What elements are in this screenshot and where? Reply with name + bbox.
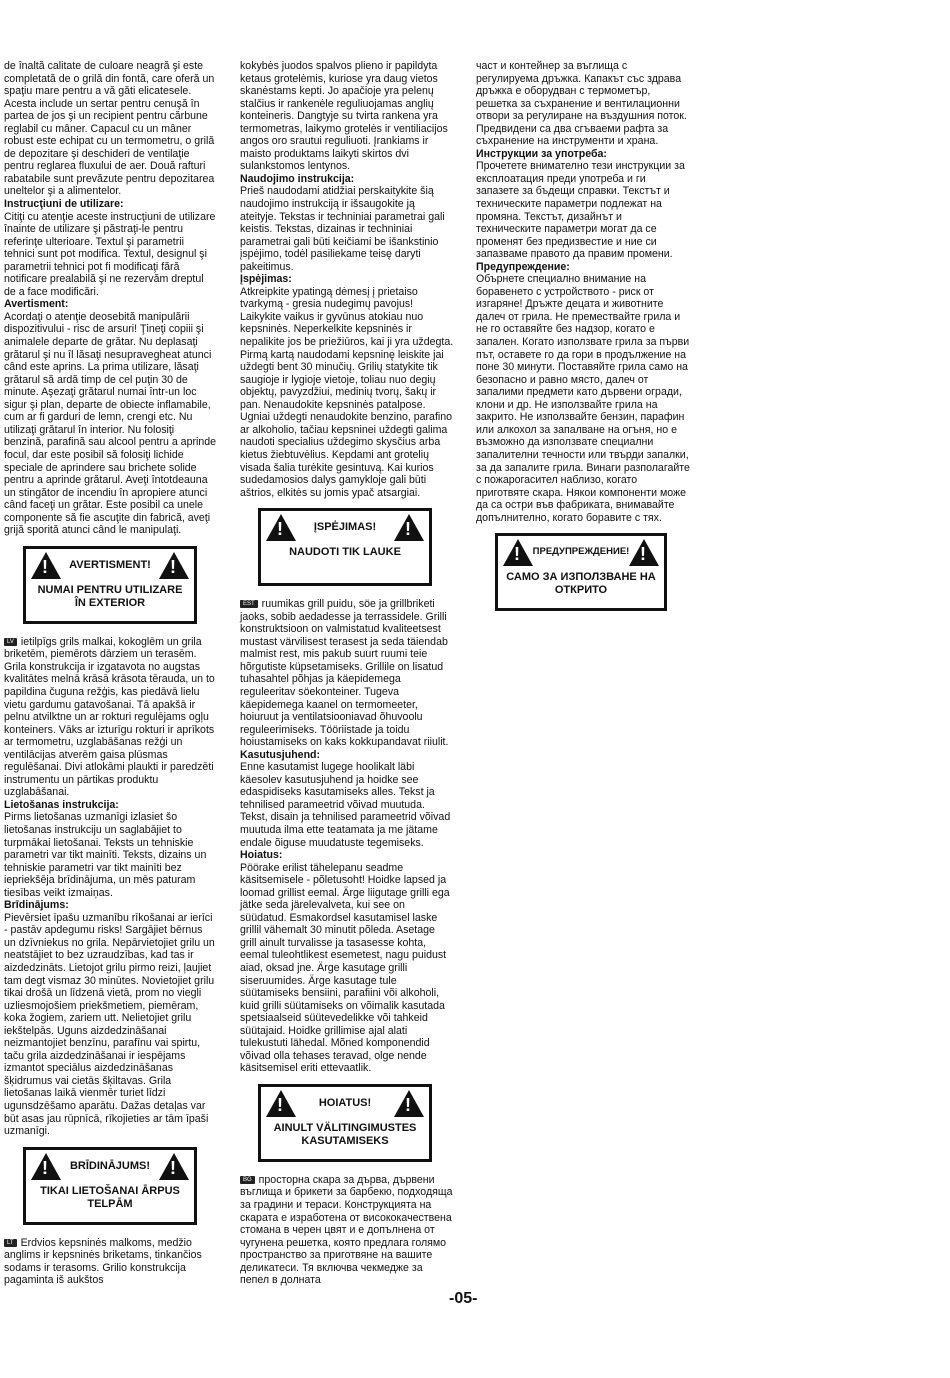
warning-triangle-icon <box>159 552 189 579</box>
ro-paragraph: de înaltă calitate de culoare neagră şi este completată de o grilă din fontă, care oferă un spaţiu mare pentru a vă găti elicatesele. Acesta include un sertar pentru cenuşă în partea de jos şi un recipient pentru cărbune reglabil cu mâner. Capacul cu un mâner robust este echipat cu un termometru, o grilă de depozitare şi deschideri de ventilaţie pentru reglarea fluxului de aer. Două rafturi rabatabile sunt prevăzute pentru depozitarea uneltelor şi a alimentelor. <box>4 60 215 198</box>
lt-text: Erdvios kepsninės malkoms, medžio anglims ir kepsninės briketams, tinkančios sodams ir terasoms. Grilio konstrukcija pagaminta iš aukštos <box>4 1236 202 1287</box>
lt-heading-instructions: Naudojimo instrukcija: <box>240 172 355 185</box>
warning-triangle-icon <box>31 552 61 579</box>
warning-title: BRĪDINĀJUMS! <box>69 1159 151 1172</box>
warning-title: AVERTISMENT! <box>69 558 151 571</box>
ro-paragraph: Citiţi cu atenţie aceste instrucţiuni de utilizare înainte de utilizare şi păstraţi-le pentru referinţe ulterioare. Textul şi parametrii tehnici sunt pot modifica. Textul, designul şi parametrii tehnici pot fi modificaţi fără notificare prealabilă şi ne rezervăm dreptul de a face modificări. <box>4 210 216 298</box>
bg-flag-icon: BG <box>240 1176 255 1184</box>
ro-paragraph: Acordaţi o atenţie deosebită manipulării dispozitivului - risc de arsuri! Ţineţi copiii şi animalele departe de grătar. Nu deplasaţi grătarul şi nu îl lăsaţi nesupravegheat atunci când este aprins. La prima utilizare, lăsaţi grătarul să ardă timp de cel puţin 30 de minute. Aşezaţi grătarul numai într-un loc sigur şi plan, departe de obiecte inflamabile, cum ar fi garduri de lemn, crengi etc. Nu utilizaţi grătarul în interior. Nu folosiţi benzină, parafină sau alcool pentru a aprinde focul, dar este posibil să folosiţi lichide speciale de aprindere sau brichete solide pentru a aprinde grătarul. Aveţi întotdeauna un stingător de incendiu în apropiere atunci când faceţi un grătar. Este posibil ca unele componente să fie ascuţite din fabrică, aveţi grijă sporită atunci când le manipulaţi. <box>4 310 217 537</box>
lv-flag-icon: LV <box>4 638 17 646</box>
warning-text: AINULT VÄLITINGIMUSTES KASUTAMISEKS <box>273 1121 417 1147</box>
warning-triangle-icon <box>629 539 659 566</box>
warning-triangle-icon <box>31 1153 61 1180</box>
warning-box-est <box>258 1084 432 1162</box>
lv-paragraph: Pievērsiet īpašu uzmanību rīkošanai ar ierīci - pastāv apdegumu risks! Sargājiet bērnus un dzīvniekus no grila. Nepārvietojiet grilu un neatstājiet to bez uzraudzības, kad tas ir aizdedzināts. Lietojot grilu pirmo reizi, ļaujiet tam degt vismaz 30 minūtes. Novietojiet grilu tikai drošā un līdzenā vietā, prom no viegli uzliesmojošiem priekšmetiem, piemēram, koka žogiem, zariem utt. Nelietojiet grilu iekštelpās. Uguns aizdedzināšanai neizmantojiet benzīnu, parafīnu vai spirtu, taču grila aizdedzināšanai ir iespējams izmantot speciālus aizdedzināšanas šķidrumus vai cietās šķiltavas. Grila lietošanas laikā vienmēr turiet līdzi ugunsdzēšamo aparātu. Dažas detaļas var būt asas jau rūpnīcā, rīkojieties ar tām īpaši uzmanīgi. <box>4 911 215 1138</box>
bg-paragraph: част и контейнер за въглища с регулируема дръжка. Капакът със здрава дръжка е оборудван с термометър, решетка за съхранение и вентилационни отвори за регулиране на въздушния поток. Предвидени са два сгъваеми рафта за съхранение на инструменти и храна. <box>476 60 687 148</box>
column-1 <box>4 60 217 1287</box>
bg-paragraph: Обърнете специално внимание на боравенето с устройството - риск от изгаряне! Дръжте децата и животните далеч от грила. Не премествайте грила и не го оставяйте без надзор, когато е запален. Когато използвате грила за първи път, оставете го да гори в продължение на поне 30 минути. Поставяйте грила само на безопасно и равно място, далеч от запалими предмети като дървени огради, клони и др. Не използвайте грила на закрито. Не използвайте бензин, парафин или алкохол за запалване на огъня, но е възможно да използвате специални запалителни течности или твърди запалки, за да запалите грила. Винаги разполагайте с пожарогасител наблизо, когато приготвяте скара. Някои компоненти може да са остри във фабриката, внимавайте допълнително, когато боравите с тях. <box>476 273 690 524</box>
bg-heading-instructions: Инструкции за употреба: <box>476 147 607 160</box>
warning-text: TIKAI LIETOŠANAI ĀRPUS TELPĀM <box>40 1184 180 1210</box>
warning-title: HOIATUS! <box>318 1096 372 1109</box>
est-paragraph <box>240 598 454 749</box>
column-2 <box>240 60 454 1287</box>
bg-heading-warning: Предупреждение: <box>476 260 570 273</box>
warning-triangle-icon <box>266 514 296 541</box>
lt-flag-icon: LT <box>4 1239 17 1247</box>
bg-text: просторна скара за дърва, дървени въглища и брикети за барбекю, подходяща за градини и тераси. Конструкцията на скарата е изработена от висококачествена стомана в черен цвят и е допълнена от чугунена решетка, която предлага голямо пространство за приготвяне на вашите деликатеси. Тя включва чекмедже за пепел в долната <box>240 1173 453 1287</box>
warning-triangle-icon <box>159 1153 189 1180</box>
column-3 <box>476 60 690 623</box>
est-heading-warning: Hoiatus: <box>240 849 283 862</box>
est-paragraph: Enne kasutamist lugege hoolikalt läbi käesolev kasutusjuhend ja hoidke see edaspidiseks kasutamiseks alles. Tekst ja tehnilised parameetrid võivad muutuda. Tekst, disain ja tehnilised parameetrid võivad muutuda ilma ette teatamata ja me jätame endale õiguse muudatuste tegemiseks. <box>240 761 451 849</box>
warning-box-lt <box>258 508 432 586</box>
bg-paragraph <box>240 1174 454 1287</box>
warning-text: САМО ЗА ИЗПОЛЗВАНЕ НА ОТКРИТО <box>506 571 656 597</box>
warning-box-bg <box>495 533 667 611</box>
warning-title: ĮSPĖJIMAS! <box>313 521 377 534</box>
warning-box-lv <box>23 1147 197 1225</box>
lv-text: ietilpīgs grils malkai, kokoglēm un grila briketēm, piemērots dārziem un terasēm. Grila konstrukcija ir izgatavota no augstas kvalitātes melnā krāsā krāsota tērauda, un to papildina čuguna režģis, kas piedāvā lielu vietu gardumu gatavošanai. Tā apakšā ir pelnu atvilktne un ar rokturi regulējams ogļu konteiners. Vāks ar izturīgu rokturi ir aprīkots ar termometru, uzglabāšanas režģi un ventilācijas atverēm gaisa plūsmas regulēšanai. Divi atlokāmi plaukti ir paredzēti instrumentu un pārtikas produktu uzglabāšanai. <box>4 635 215 799</box>
warning-triangle-icon <box>266 1090 296 1117</box>
lt-paragraph: kokybės juodos spalvos plieno ir papildyta ketaus grotelėmis, kuriose yra daug vietos skanėstams kepti. Jo apačioje yra pelenų stalčius ir rankenėle reguliuojamas anglių konteineris. Dangtyje su tvirta rankena yra termometras, laikymo grotelės ir ventiliacijos angos oro srautui reguliuoti. Įrankiams ir maisto produktams laikyti skirtos dvi sulankstomos lentynos. <box>240 60 448 173</box>
est-flag-icon: EST <box>240 600 258 608</box>
warning-triangle-icon <box>394 514 424 541</box>
lt-paragraph: Prieš naudodami atidžiai perskaitykite šią naudojimo instrukciją ir išsaugokite ją ateityje. Tekstas ir techniniai parametrai gali keistis. Tekstas, dizainas ir techniniai parametrai gali būti keičiami be išankstinio įspėjimo, todėl pasiliekame teisę daryti pakeitimus. <box>240 185 445 273</box>
lv-heading-instructions: Lietošanas instrukcija: <box>4 798 119 811</box>
bg-paragraph: Прочетете внимателно тези инструкции за експлоатация преди употреба и ги запазете за бъдещи справки. Текстът и техническите параметри подлежат на промяна. Текстът, дизайнът и техническите параметри могат да се променят без предизвестие и ние си запазваме правото да правим промени. <box>476 160 685 261</box>
est-text: ruumikas grill puidu, söe ja grillbriketi jaoks, sobib aedadesse ja terrassidele. Grilli konstruktsioon on valmistatud kvaliteetsest mustast värvilisest terasest ja seda täiendab malmist rest, mis pakub suurt ruumi teie hõrgutiste küpsetamiseks. Grillile on lisatud tuhasahtel põhjas ja käepidemega reguleeritav söekonteiner. Tugeva käepidemega kaanel on termomeeter, hoiuruut ja ventilatsiooniavad õhuvoolu reguleerimiseks. Tööriistade ja toidu hoiustamiseks on kaks kokkupandavat riiulit. <box>240 598 449 749</box>
lt-heading-warning: Įspėjimas: <box>240 273 292 286</box>
lt-paragraph <box>4 1237 217 1287</box>
warning-title: ПРЕДУПРЕЖДЕНИЕ! <box>532 546 630 558</box>
page-number: -05- <box>449 1290 478 1307</box>
est-paragraph: Pöörake erilist tähelepanu seadme käsitsemisele - põletusoht! Hoidke lapsed ja loomad grillist eemal. Ärge liigutage grilli ega jätke seda järelevalveta, kui see on süüdatud. Esmakordsel kasutamisel laske grillil vähemalt 30 minutit põleda. Asetage grill ainult turvalisse ja tasasesse kohta, eemal tuleohtlikest esemetest, nagu puidust aiad, oksad jne. Ärge kasutage grilli siseruumides. Ärge kasutage tule süütamiseks bensiini, parafiini või alkoholi, kuid grilli süütamiseks on võimalik kasutada spetsiaalseid süütevedelikke või tahkeid süütajaid. Hoidke grillimise ajal alati tulekustuti lähedal. Mõned komponendid võivad olla tehases teravad, olge nende käsitsemisel eriti ettevaatlik. <box>240 861 450 1075</box>
warning-triangle-icon <box>503 539 533 566</box>
warning-box-ro <box>23 546 197 624</box>
lt-paragraph: Atkreipkite ypatingą dėmesį į prietaiso tvarkymą - gresia nudegimų pavojus! Laikykite vaikus ir gyvūnus atokiau nuo kepsninės. Neperkelkite kepsninės ir nepalikite jos be priežiūros, kai ji yra uždegta. Pirmą kartą naudodami kepsninę leiskite jai uždegti bent 30 minučių. Grilių statykite tik saugioje ir lygioje vietoje, toliau nuo degių objektų, pavyzdžiui, medinių tvorų, šakų ir pan. Nenaudokite kepsninės patalpose. Ugniai uždegti nenaudokite benzino, parafino ar alkoholio, tačiau kepsninei uždegti galima naudoti specialius uždegimo skysčius arba kietus žiebtuvėlius. Kepdami ant grotelių visada šalia turėkite gesintuvą. Kai kurios sudedamosios dalys gamykloje gali būti aštrios, elkitės su jomis ypač atsargiai. <box>240 285 454 499</box>
lv-paragraph <box>4 636 217 799</box>
ro-heading-instructions: Instrucţiuni de utilizare: <box>4 198 124 211</box>
lv-heading-warning: Brīdinājums: <box>4 899 69 912</box>
ro-heading-warning: Avertisment: <box>4 298 69 311</box>
warning-triangle-icon <box>394 1090 424 1117</box>
est-heading-instructions: Kasutusjuhend: <box>240 748 321 761</box>
warning-text: NAUDOTI TIK LAUKE <box>289 546 401 559</box>
lv-paragraph: Pirms lietošanas uzmanīgi izlasiet šo lietošanas instrukciju un saglabājiet to turpmākai lietošanai. Teksts un tehniskie parametri var tikt mainīti. Teksts, dizains un tehniskie parametri var tikt mainīti bez iepriekšēja brīdinājuma, un mēs paturam tiesības veikt izmaiņas. <box>4 811 207 899</box>
warning-text: NUMAI PENTRU UTILIZARE ÎN EXTERIOR <box>37 583 183 609</box>
